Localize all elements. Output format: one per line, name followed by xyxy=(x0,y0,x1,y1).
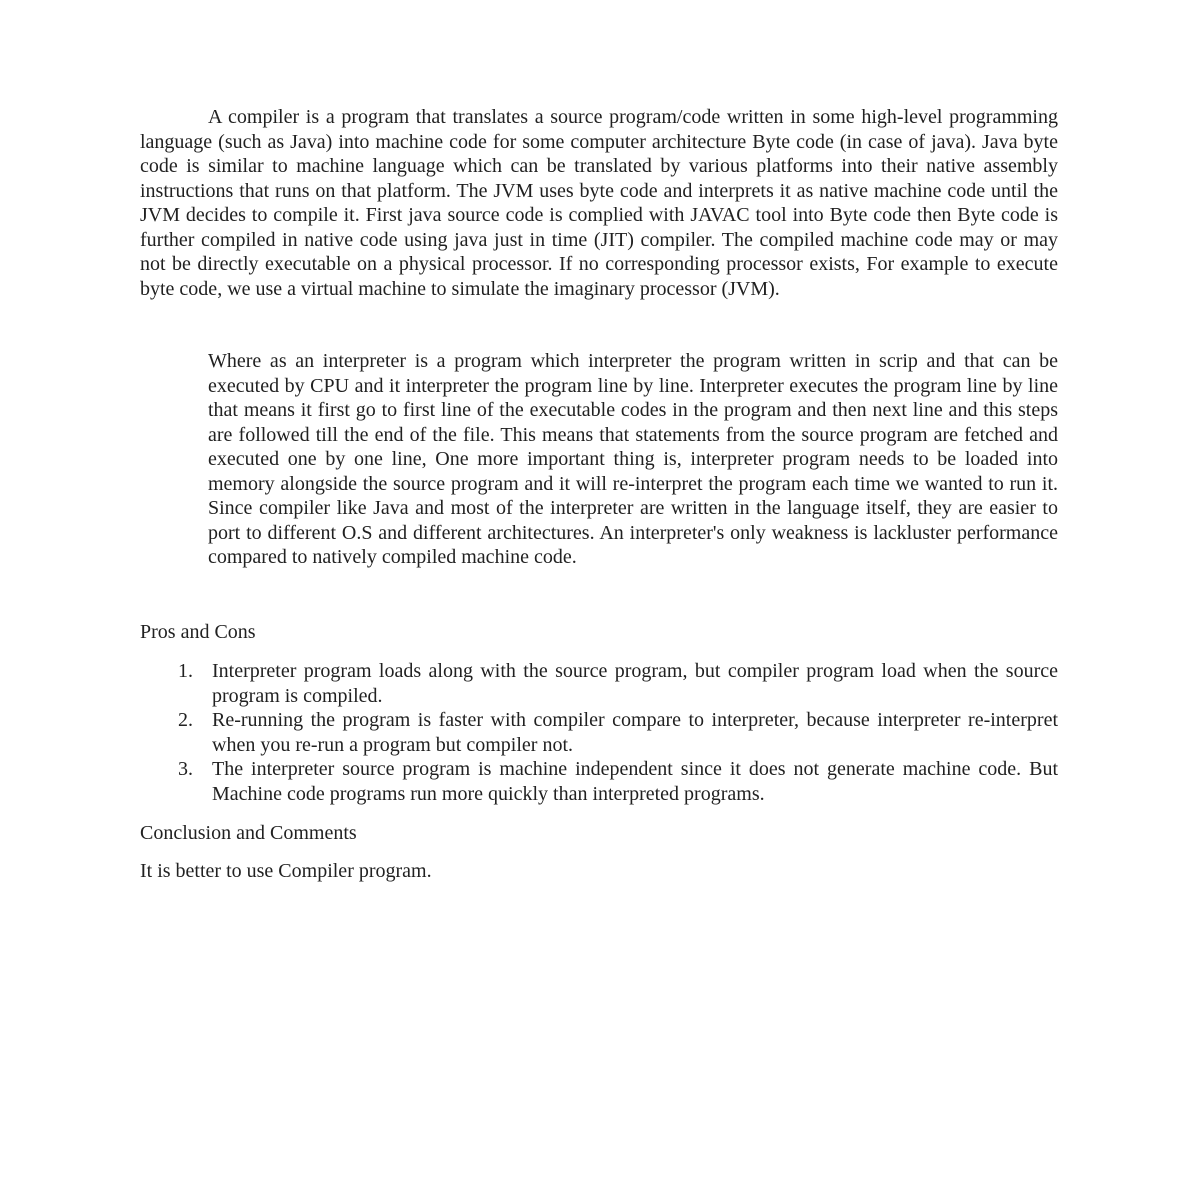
list-item-number: 3. xyxy=(178,758,193,780)
list-item xyxy=(140,708,1058,757)
document-content xyxy=(140,0,1058,883)
list-item-number: 1. xyxy=(178,660,193,682)
list-item-number: 2. xyxy=(178,709,193,731)
paragraph-interpreter: Where as an interpreter is a program which interpreter the program written in scrip and that can be executed by CPU and it interpreter the program line by line. Interpreter executes the program line by line that means it first go to first line of the executable codes in the program and then next line and this steps are followed till the end of the file. This means that statements from the source program are fetched and executed one by one line, One more important thing is, interpreter program needs to be loaded into memory alongside the source program and it will re-interpret the program each time we wanted to run it. Since compiler like Java and most of the interpreter are written in the language itself, they are easier to port to different O.S and different architectures. An interpreter's only weakness is lackluster performance compared to natively compiled machine code. xyxy=(208,350,1058,568)
paragraph-compiler: A compiler is a program that translates a source program/code written in some high-level programming language (such as Java) into machine code for some computer architecture Byte code (in case of java). Java byte code is similar to machine language which can be translated by various platforms into their native assembly instructions that runs on that platform. The JVM uses byte code and interprets it as native machine code until the JVM decides to compile it. First java source code is complied with JAVAC tool into Byte code then Byte code is further compiled in native code using java just in time (JIT) compiler. The compiled machine code may or may not be directly executable on a physical processor. If no corresponding processor exists, For example to execute byte code, we use a virtual machine to simulate the imaginary processor (JVM). xyxy=(140,106,1058,300)
list-item xyxy=(140,757,1058,806)
conclusion-text: It is better to use Compiler program. xyxy=(140,859,432,882)
conclusion-heading: Conclusion and Comments xyxy=(140,822,357,844)
list-item-text: Re-running the program is faster with compiler compare to interpreter, because interpreter re-interpret when you re-run a program but compiler not. xyxy=(212,709,1058,756)
list-item xyxy=(140,659,1058,708)
pros-cons-list xyxy=(140,659,1058,806)
list-item-text: Interpreter program loads along with the source program, but compiler program load when the source program is compiled. xyxy=(212,660,1058,707)
pros-and-cons-heading: Pros and Cons xyxy=(140,620,256,643)
list-item-text: The interpreter source program is machine independent since it does not generate machine code. But Machine code programs run more quickly than interpreted programs. xyxy=(212,758,1058,805)
